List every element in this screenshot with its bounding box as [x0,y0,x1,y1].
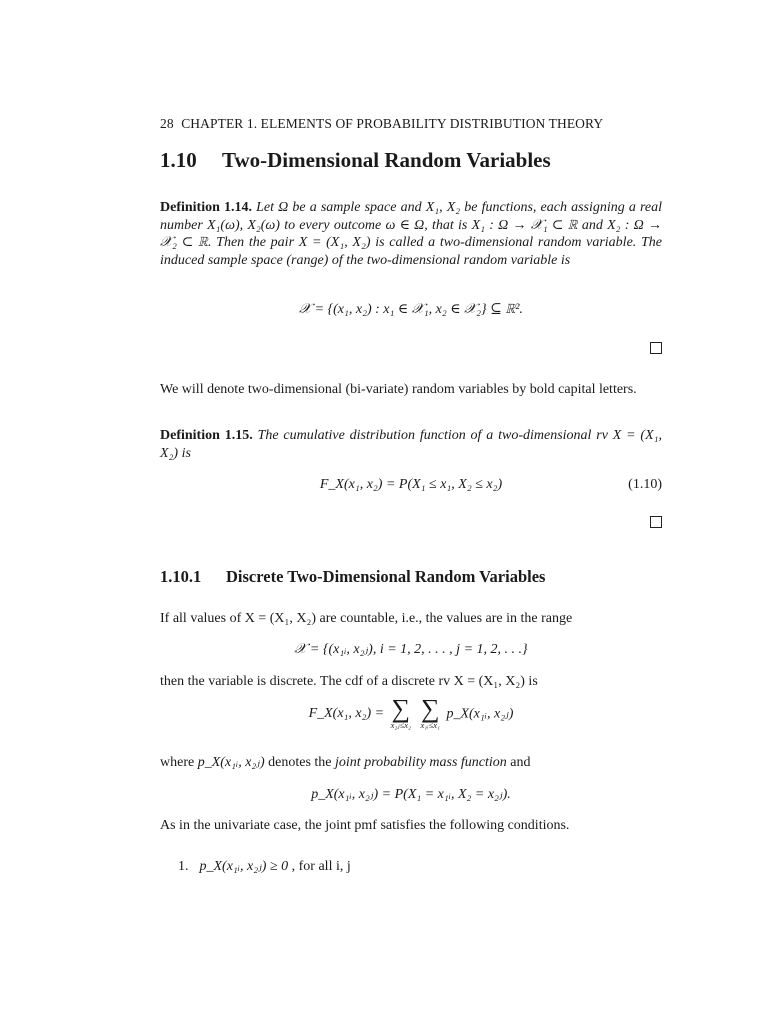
univariate-paragraph: As in the univariate case, the joint pmf satisfies the following conditions. [160,818,570,833]
section-heading [160,148,662,173]
discrete-paragraph: then the variable is discrete. The cdf of a discrete rv X = (X₁, X₂) is [160,674,538,689]
list-condition: p_X(x₁ᵢ, x₂ⱼ) ≥ 0 [199,859,289,874]
definition-text: The cumulative distribution function of a two-dimensional rv X = (X₁, X₂) is [160,428,663,461]
chapter-title: CHAPTER 1. ELEMENTS OF PROBABILITY DISTRIBUTION THEORY [181,116,604,131]
qed-box [650,516,662,528]
list-number: 1. [178,859,189,874]
pmf-symbol: p_X(x₁ᵢ, x₂ⱼ) [197,755,265,770]
cdf-formula: F_X(x₁, x₂) = P(X₁ ≤ x₁, X₂ ≤ x₂) [319,477,503,492]
joint-pmf-term: joint probability mass function [335,755,507,770]
sum-symbol: ∑ x₁ᵢ≤x₁ [420,694,440,730]
definition-text: Let Ω be a sample space and X₁, X₂ be functions, each assigning a real number X₁(ω), X₂(ω) to every outcome ω ∈ Ω, that is X₁ : Ω → 𝒳₁ ⊂ ℝ and X₂ : Ω → 𝒳₂ ⊂ ℝ. Then the pair X = (X₁, X₂) is called a two-dimensional random variable. The induced sample space (range) of the two-dimensional random variable is [160,200,663,268]
list-item [178,858,662,876]
where-suffix: and [510,755,531,770]
subsection-title: Discrete Two-Dimensional Random Variables [226,567,546,586]
list-suffix: , for all i, j [291,859,351,874]
sum-limit: x₁ᵢ≤x₁ [420,720,440,730]
running-head [160,116,662,132]
range-equation: 𝒳 = {(x₁, x₂) : x₁ ∈ 𝒳₁, x₂ ∈ 𝒳₂} ⊆ ℝ². [299,302,523,317]
page-number: 28 [160,116,174,131]
subsection-heading [160,567,662,587]
where-paragraph [160,754,662,772]
cdf-equation [160,477,662,493]
pmf-equation: p_X(x₁ᵢ, x₂ⱼ) = P(X₁ = x₁ᵢ, X₂ = x₂ⱼ). [311,787,511,802]
cdf-rhs: p_X(x₁ᵢ, x₂ⱼ) [446,706,514,722]
definition-1-14 [160,199,662,269]
countable-paragraph: If all values of X = (X₁, X₂) are countable, i.e., the values are in the range [160,611,573,626]
definition-label: Definition 1.14. [160,200,253,215]
subsection-number: 1.10.1 [160,567,202,586]
definition-1-15 [160,427,662,462]
discrete-range-equation: 𝒳 = {(x₁ᵢ, x₂ⱼ), i = 1, 2, . . . , j = 1, 2, . . .} [294,642,528,657]
where-mid: denotes the [268,755,332,770]
sum-symbol: ∑ x₂ⱼ≤x₂ [390,694,411,730]
equation-number: (1.10) [628,477,662,492]
qed-box [650,342,662,354]
definition-label: Definition 1.15. [160,428,253,443]
section-title: Two-Dimensional Random Variables [222,148,551,172]
discrete-cdf-equation [160,694,662,730]
where-prefix: where [160,755,195,770]
cdf-lhs: F_X(x₁, x₂) = [308,706,385,721]
notation-paragraph: We will denote two-dimensional (bi-variate) random variables by bold capital letters. [160,382,637,397]
sum-limit: x₂ⱼ≤x₂ [390,720,411,730]
section-number: 1.10 [160,148,197,172]
